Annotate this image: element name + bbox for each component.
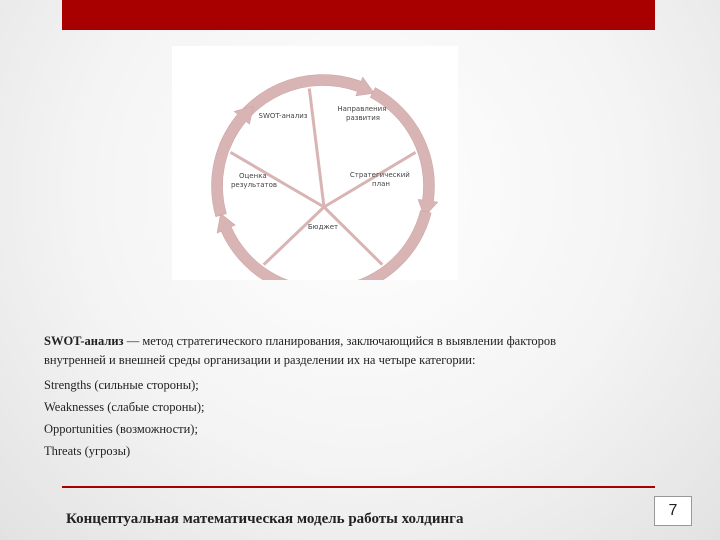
intro-paragraph [44,332,644,370]
category-weaknesses: Weaknesses (слабые стороны); [44,400,205,414]
segment-label-budget: Бюджет [307,223,339,231]
footer-divider [62,486,655,488]
cycle-arrow-3 [325,210,431,280]
cycle-spoke-1 [309,88,324,207]
category-strengths: Strengths (сильные стороны); [44,378,199,392]
category-opportunities: Opportunities (возможности); [44,422,198,436]
category-threats: Threats (угрозы) [44,444,131,458]
slide-title: Концептуальная математическая модель работы холдинга [66,511,464,527]
segment-label-swot: SWOT-анализ [258,112,308,120]
cycle-spoke-2 [324,152,416,207]
intro-term: SWOT-анализ [44,334,124,348]
description-text [44,332,644,458]
cycle-spoke-4 [264,207,324,265]
cycle-diagram-svg [172,46,458,280]
header-bar [62,0,655,30]
segment-label-directions: Направления развития [337,105,387,122]
segment-label-strategic-plan: Стратегический план [349,171,410,188]
cycle-spoke-3 [324,207,382,265]
cycle-diagram [172,46,458,280]
intro-definition: — метод стратегического планирования, заключающийся в выявлении факторов [123,334,557,348]
page-number: 7 [654,496,692,526]
segment-label-evaluation: Оценка результатов [230,172,278,189]
intro-line-2: внутренней и внешней среды организации и разделении их на четыре категории: [44,353,476,367]
